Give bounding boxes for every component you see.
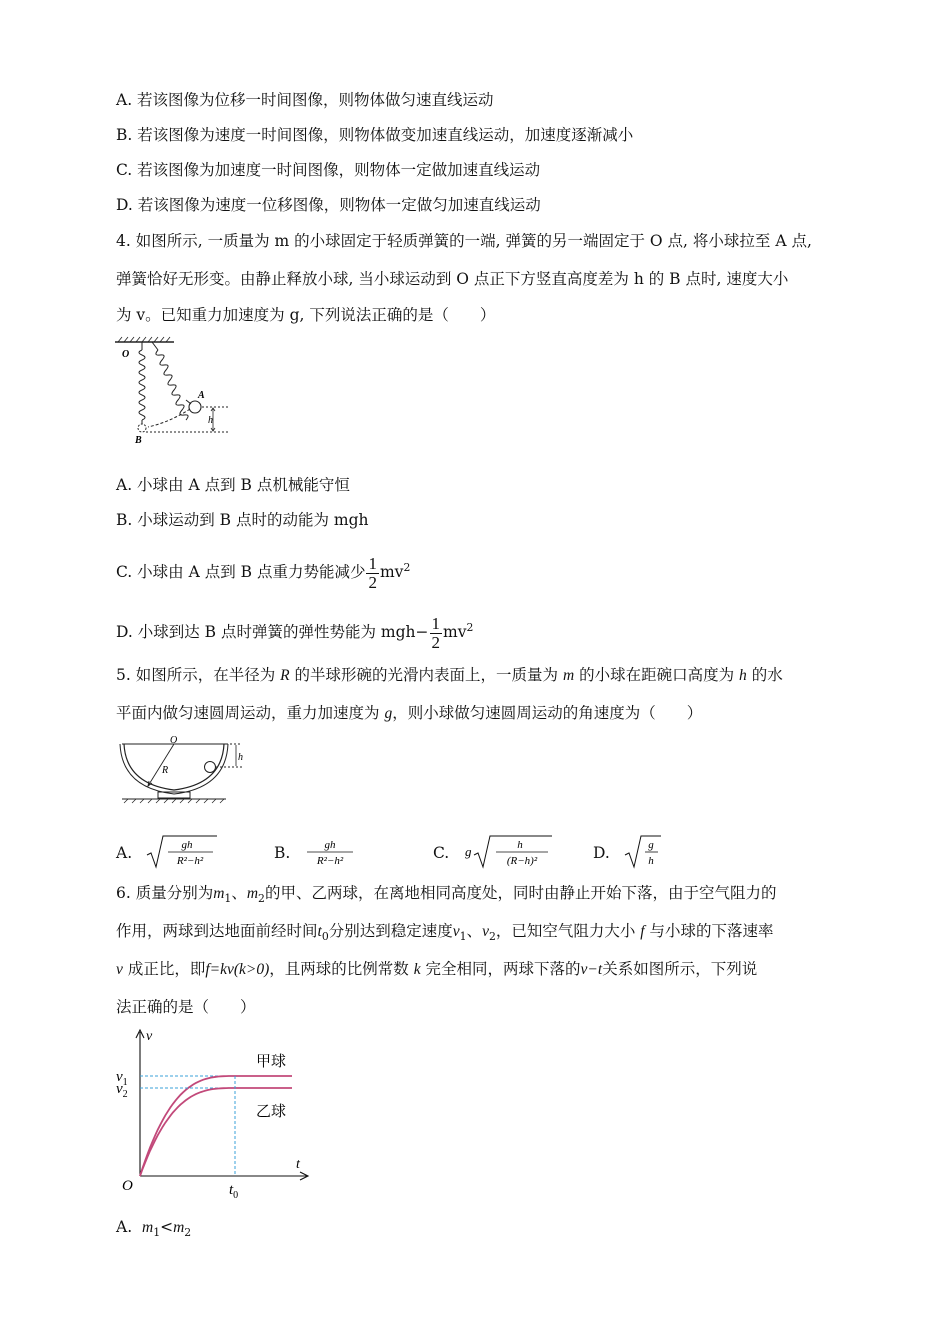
svg-text:h: h [648, 855, 654, 867]
q5-stem-line2: 平面内做匀速圆周运动，重力加速度为 g，则小球做匀速圆周运动的角速度为（ ） [116, 704, 703, 722]
q4-option-a: A. 小球由 A 点到 B 点机械能守恒 [116, 476, 350, 494]
y-axis-label: v [146, 1029, 153, 1044]
q4-stem-line2: 弹簧恰好无形变。由静止释放小球, 当小球运动到 O 点正下方竖直高度差为 h 的 B 点时, 速度大小 [116, 270, 789, 288]
q3-option-a: A. 若该图像为位移一时间图像，则物体做匀速直线运动 [116, 91, 494, 109]
series-label-1: 甲球 [256, 1054, 287, 1070]
q4-d-denominator: 2 [431, 632, 440, 652]
q5-option-c: C. g h (R−h)² [433, 833, 554, 873]
x-axis-label: t [296, 1157, 300, 1172]
q6-stem-line3: v 成正比，即f=kv(k>0)，且两球的比例常数 k 完全相同，两球下落的v−t关系如图所示，下列说 [116, 960, 758, 978]
q4-c-tail: mv [379, 563, 404, 582]
q5-option-d-formula [623, 833, 663, 873]
svg-text:gh: gh [181, 839, 193, 851]
q4-spring-figure [112, 336, 242, 448]
q3-option-d: D. 若该图像为速度一位移图像，则物体一定做匀加速直线运动 [116, 196, 541, 214]
svg-text:(R−h)²: (R−h)² [507, 855, 538, 867]
q4-c-denominator: 2 [368, 572, 377, 592]
q4-option-b: B. 小球运动到 B 点时的动能为 mgh [116, 511, 369, 529]
svg-text:R²−h²: R²−h² [317, 855, 344, 867]
q4-c-sup: 2 [403, 561, 411, 574]
svg-text:g: g [465, 844, 472, 859]
q5-option-b-formula [303, 833, 359, 873]
q4-label-h: h [208, 415, 213, 426]
q5-label-h: h [238, 752, 243, 763]
y-tick-label-2: $v_2$ [116, 1081, 128, 1100]
series-line-2 [140, 1088, 292, 1176]
q6-vt-chart [108, 1024, 318, 1202]
q3-option-c: C. 若该图像为加速度一时间图像，则物体一定做加速直线运动 [116, 161, 541, 179]
origin-label: O [122, 1178, 133, 1194]
q5-option-a-formula [145, 833, 219, 873]
q4-option-d [116, 606, 473, 654]
q4-c-numerator: 1 [368, 553, 377, 573]
q4-option-c-text: C. 小球由 A 点到 B 点重力势能减少 [116, 563, 366, 582]
q4-label-a: A [198, 390, 205, 401]
q4-option-d-text: D. 小球到达 B 点时弹簧的弹性势能为 mgh− [116, 623, 429, 642]
q3-option-b: B. 若该图像为速度一时间图像，则物体做变加速直线运动，加速度逐渐减小 [116, 126, 634, 144]
q4-stem-line1: 4. 如图所示, 一质量为 m 的小球固定于轻质弹簧的一端, 弹簧的另一端固定于 O 点, 将小球拉至 A 点, [116, 232, 812, 250]
q4-d-sup: 2 [466, 621, 474, 634]
svg-text:R²−h²: R²−h² [176, 855, 204, 867]
q5-option-b: B. gh R²−h² [274, 833, 359, 873]
q5-option-c-formula [462, 833, 554, 873]
q6-stem-line1: 6. 质量分别为$m_1$、$m_2$的甲、乙两球，在离地相同高度处，同时由静止开始下落，由于空气阻力的 [116, 884, 777, 906]
q5-option-d: D. g h [593, 833, 663, 873]
svg-text:gh: gh [324, 839, 336, 851]
q4-option-d-fraction [430, 615, 443, 652]
svg-text:h: h [517, 839, 523, 851]
q5-option-a: A. gh R²−h² [116, 833, 219, 873]
q4-stem-line3: 为 v。已知重力加速度为 g, 下列说法正确的是（ ） [116, 306, 496, 324]
q4-d-numerator: 1 [431, 613, 440, 633]
q6-stem-line4: 法正确的是（ ） [116, 998, 256, 1016]
q5-label-r: R [162, 765, 169, 776]
series-label-2: 乙球 [256, 1104, 287, 1120]
q4-d-tail: mv [443, 623, 467, 642]
svg-text:g: g [648, 839, 654, 851]
y-tick-label-1: $v_1$ [116, 1069, 128, 1088]
x-tick-label-1: $t_0$ [229, 1182, 239, 1201]
q6-stem-line2: 作用，两球到达地面前经时间$t_0$分别达到稳定速度$v_1$、$v_2$，已知空气阻力大小 f 与小球的下落速率 [116, 922, 774, 944]
q5-label-o: O [170, 735, 178, 746]
q4-option-c [116, 546, 410, 594]
q4-label-b: B [135, 435, 142, 446]
q4-label-o: O [122, 349, 130, 360]
q4-option-c-fraction [366, 555, 379, 592]
q5-bowl-figure [116, 734, 256, 804]
q6-option-a: A. $m_1<m_2$ [116, 1218, 192, 1240]
q5-stem-line1: 5. 如图所示，在半径为 R 的半球形碗的光滑内表面上，一质量为 m 的小球在距碗口高度为 h 的水 [116, 666, 783, 684]
